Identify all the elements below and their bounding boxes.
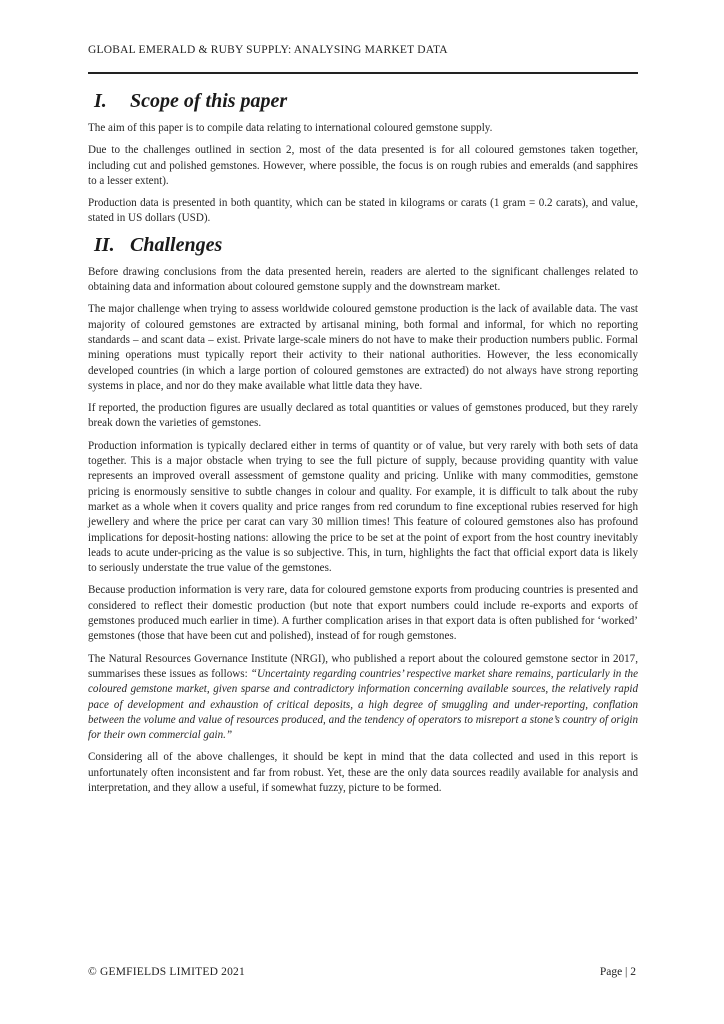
section-2-paragraph: Because production information is very rare, data for coloured gemstone exports from producing countries is presented and considered to reflect their domestic production (but note that export numbers could include re-exports and exports of gemstones produced much earlier in time). A further complication arises in that export data is often published for ‘worked’ gemstones (those that have been cut and polished), instead of for rough gemstones. (88, 584, 638, 643)
section-1-title: Scope of this paper (130, 90, 288, 112)
page-number: Page | 2 (599, 966, 636, 978)
section-1-number: I. (94, 90, 107, 112)
section-1-paragraph: The aim of this paper is to compile data relating to international coloured gemstone supply. (88, 122, 493, 134)
footer-copyright: © GEMFIELDS LIMITED 2021 (88, 966, 245, 978)
running-header: GLOBAL EMERALD & RUBY SUPPLY: ANALYSING MARKET DATA (88, 44, 448, 56)
section-2-number: II. (94, 233, 115, 256)
closing-paragraph: Considering all of the above challenges, it should be kept in mind that the data collected and used in this report is unfortunately often inconsistent and far from robust. Yet, these are the only data sources readily available for analysis and interpretation, and they allow a useful, if somewhat fuzzy, picture to be formed. (88, 751, 638, 794)
header-divider (88, 72, 638, 74)
section-2-paragraph: Before drawing conclusions from the data presented herein, readers are alerted to the significant challenges related to obtaining data and information about coloured gemstone supply and the downstream market. (88, 265, 638, 294)
section-1-paragraph: Due to the challenges outlined in section 2, most of the data presented is for all coloured gemstones taken together, including cut and polished gemstones. However, where possible, the focus is on rough rubies and emeralds (and sapphires to a lesser extent). (88, 144, 638, 187)
section-2-paragraph: If reported, the production figures are usually declared as total quantities or values of gemstones produced, but they rarely break down the varieties of gemstones. (88, 402, 638, 430)
section-2-heading (88, 234, 638, 257)
section-1-heading (88, 90, 638, 113)
nrgi-intro: The Natural Resources Governance Institute (NRGI), who published a report about the coloured gemstone sector in 2017, summarises these issues as follows: (88, 652, 638, 680)
section-2-paragraph: Production information is typically declared either in terms of quantity or of value, but very rarely with both sets of data together. This is a major obstacle when trying to see the full picture of supply, because providing quantity with value represents an improved overall assessment of gemstone quality and pricing. Unlike with many commodities, gemstone pricing is enormously sensitive to subtle changes in colour and quality. For example, it is difficult to talk about the ruby market as a whole when it covers quality and price ranges from red corundum to fine exceptional rubies reserved for high jewellery and where the price per carat can vary 30 million times! This feature of coloured gemstones also has profound implications for deposit-hosting nations: allowing the price to be set at the point of export from the host country inevitably leads to acute under-pricing as the value is so subjective. This, in turn, highlights the fact that official export data is likely to seriously understate the true value of the gemstones. (88, 439, 638, 575)
section-2-paragraph: The major challenge when trying to assess worldwide coloured gemstone production is the lack of available data. The vast majority of coloured gemstones are extracted by artisanal mining, both formal and informal, for which no reporting standards – and scant data – exist. Private large-scale miners do not have to make their production numbers public. Formal mining operations must typically report their activity to their national authorities. However, the less economically developed countries (in which a large portion of coloured gemstones are extracted) do not always have strong reporting systems in place, and nor do they make available what little data they have. (88, 303, 638, 392)
section-2-title: Challenges (130, 233, 223, 256)
section-1-paragraph: Production data is presented in both quantity, which can be stated in kilograms or carats (1 gram = 0.2 carats), and value, stated in US dollars (USD). (88, 197, 638, 225)
nrgi-quote: “Uncertainty regarding countries’ respective market share remains, particularly in the coloured gemstone market, given sparse and contradictory information concerning available sources, the relatively rapid pace of development and exhaustion of critical deposits, a high degree of smuggling and under-reporting, conflation between the volume and value of resources produced, and the tendency of operators to misreport a stone’s country of origin for their own commercial gain.” (88, 667, 639, 742)
nrgi-paragraph (88, 652, 638, 744)
page-content (88, 90, 638, 803)
